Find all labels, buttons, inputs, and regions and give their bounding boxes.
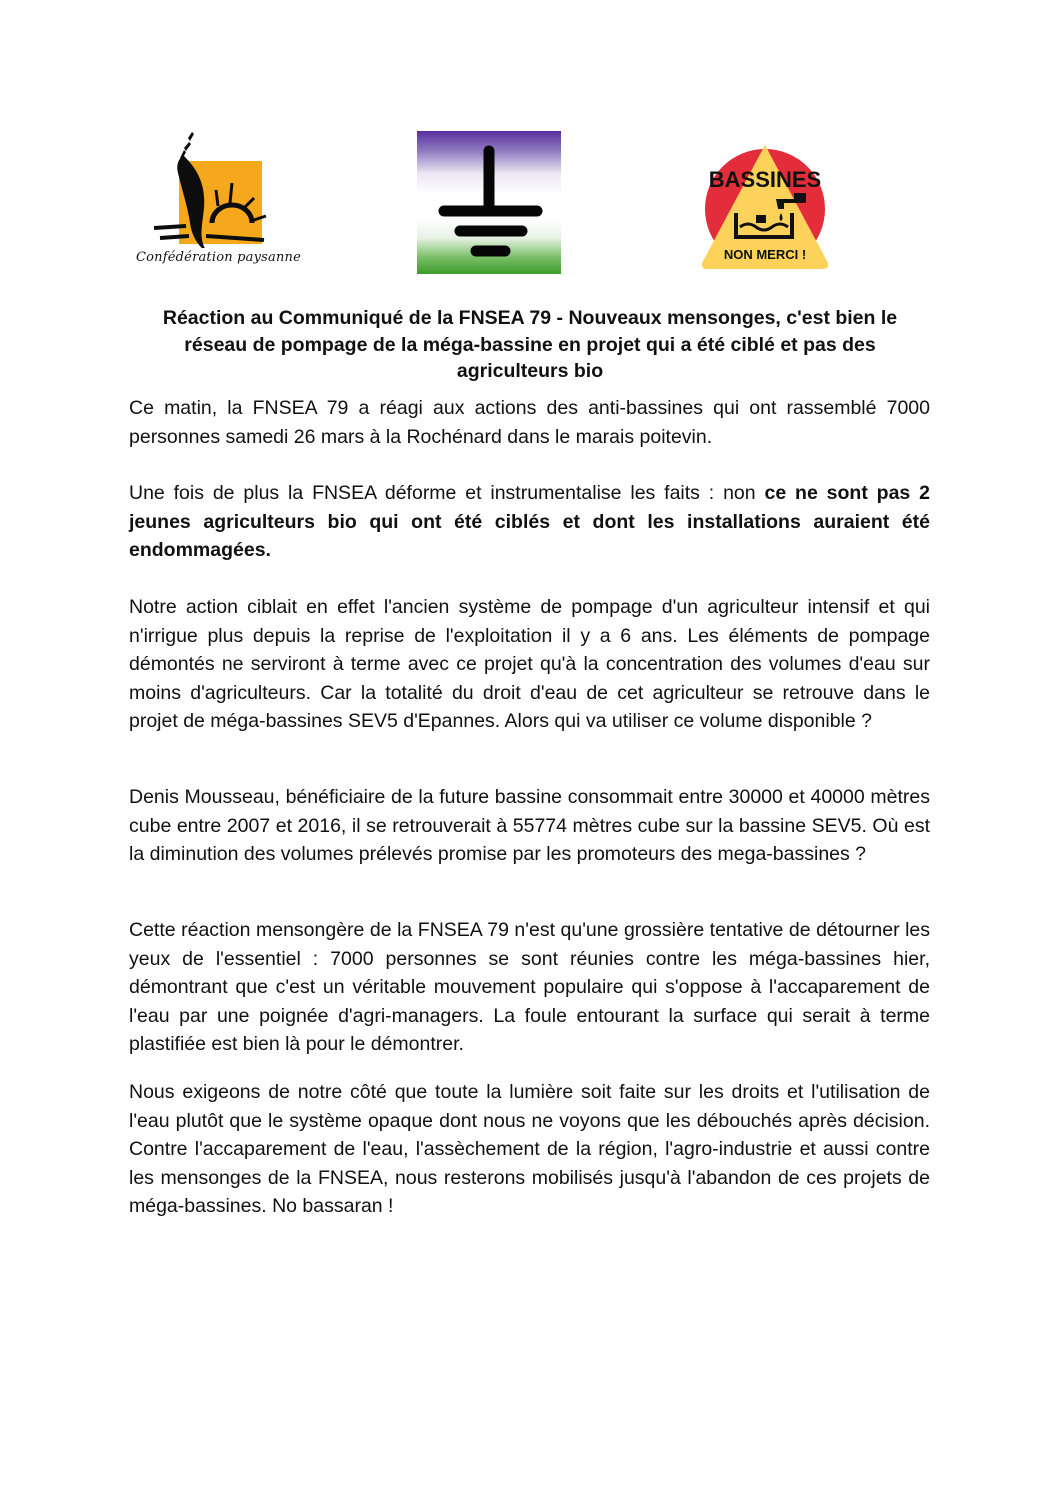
earth-ground-symbol-icon bbox=[417, 131, 561, 274]
paragraph-5: Cette réaction mensongère de la FNSEA 79 n'est qu'une grossière tentative de détourner les yeux de l'essentiel : 7000 personnes se sont réunies contre les méga-bassines hier, démontrant que c'est un véritable mouvement populaire qui s'oppose à l'accaparement de l'eau par une poignée d'agri-managers. La foule entourant la surface qui serait à terme plastifiée est bien là pour le démontrer. bbox=[129, 919, 930, 1055]
paragraph-2 bbox=[129, 479, 930, 565]
logo-caption: Confédération paysanne bbox=[136, 250, 302, 265]
paragraph-4: Denis Mousseau, bénéficiaire de la future bassine consommait entre 30000 et 40000 mètres cube entre 2007 et 2016, il se retrouverait à 55774 mètres cube sur la bassine SEV5. Où est la diminution des volumes prélevés promise par les promoteurs des mega-bassines ? bbox=[129, 786, 930, 865]
paragraph-3: Notre action ciblait en effet l'ancien système de pompage d'un agriculteur intensif et qui n'irrigue plus depuis la reprise de l'exploitation il y a 6 ans. Les éléments de pompage démontés ne serviront à terme avec ce projet qu'à la concentration des volumes d'eau sur moins d'agriculteurs. Car la totalité du droit d'eau de cet agriculteur se retrouve dans le projet de méga-bassines SEV5 d'Epannes. Alors qui va utiliser ce volume disponible ? bbox=[129, 596, 930, 732]
confederation-paysanne-logo bbox=[134, 128, 304, 273]
bassines-non-merci-logo bbox=[698, 141, 832, 271]
faucet-basin-icon bbox=[698, 141, 832, 271]
paragraph-2-emphasis: ce ne sont pas 2 jeunes agriculteurs bio qui ont été ciblés et dont les installations auraient été endommagées. bbox=[129, 482, 930, 561]
paragraph-1: Ce matin, la FNSEA 79 a réagi aux actions des anti-bassines qui ont rassemblé 7000 personnes samedi 26 mars à la Rochénard dans le marais poitevin. bbox=[129, 397, 930, 448]
paragraph-2-text: Une fois de plus la FNSEA déforme et instrumentalise les faits : non bbox=[129, 482, 765, 504]
non-merci-text: NON MERCI ! bbox=[723, 247, 807, 262]
earth-ground-logo bbox=[417, 131, 561, 274]
logo-header bbox=[0, 0, 1060, 290]
document-title: Réaction au Communiqué de la FNSEA 79 - Nouveaux mensonges, c'est bien le réseau de pompage de la méga-bassine en projet qui a été ciblé et pas des agriculteurs bio bbox=[162, 307, 898, 382]
bassines-text: BASSINES bbox=[708, 167, 822, 192]
wheat-sun-logo-icon bbox=[134, 128, 304, 248]
paragraph-6: Nous exigeons de notre côté que toute la lumière soit faite sur les droits et l'utilisation de l'eau plutôt que le système opaque dont nous ne voyons que les débouchés après décision. Contre l'accaparement de l'eau, l'assèchement de la région, l'agro-industrie et aussi contre les mensonges de la FNSEA, nous resterons mobilisés jusqu'à l'abandon de ces projets de méga-bassines. No bassaran ! bbox=[129, 1081, 930, 1217]
